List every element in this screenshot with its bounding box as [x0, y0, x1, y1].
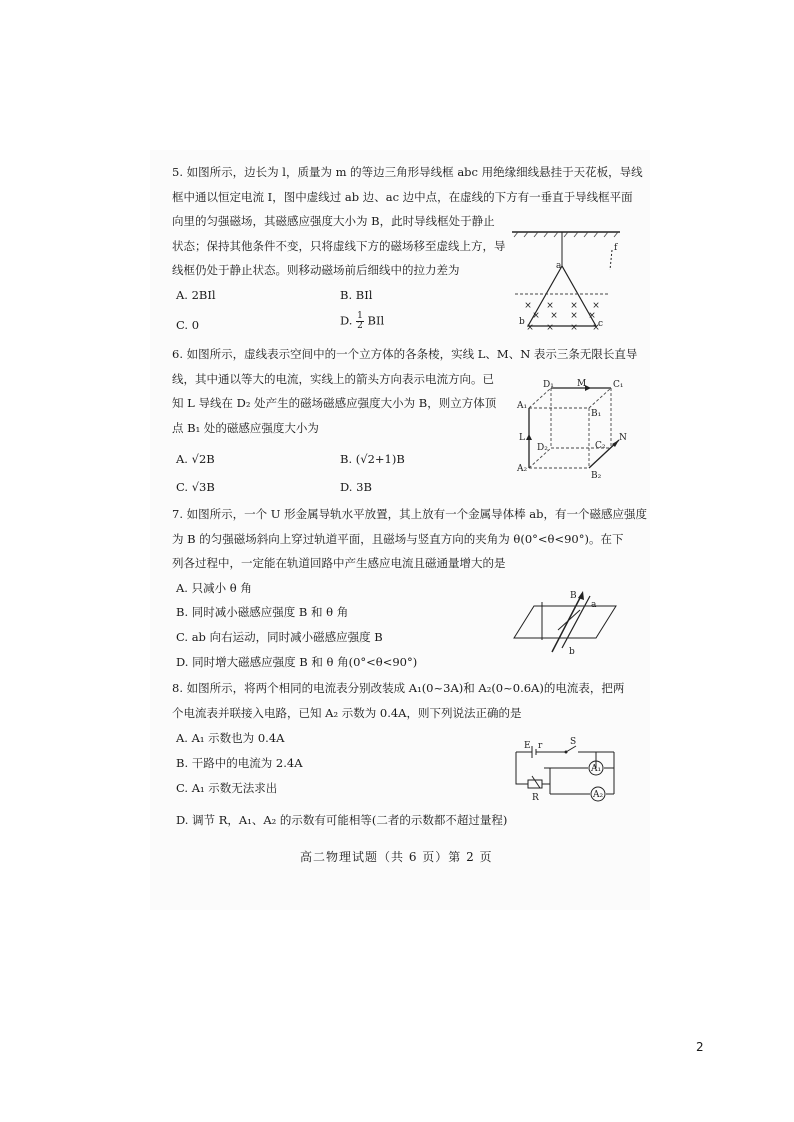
q7-label-a: a	[591, 600, 597, 610]
q7-option-d: D. 同时增大磁感应强度 B 和 θ 角(0°<θ<90°)	[176, 655, 418, 669]
q5-option-d-prefix: D.	[340, 313, 353, 328]
q8-option-a: A. A₁ 示数也为 0.4A	[176, 731, 285, 745]
q5-line-4: 状态；保持其他条件不变，只将虚线下方的磁场移至虚线上方，导	[172, 238, 506, 253]
q5-option-b: B. BIl	[340, 288, 373, 302]
q5-line-3: 向里的匀强磁场，其磁感应强度大小为 B，此时导线框处于静止	[172, 214, 495, 228]
q7-line-1: 7. 如图所示，一个 U 形金属导轨水平放置，其上放有一个金属导体棒 ab，有一个磁感应强度	[172, 507, 647, 521]
q5-option-d-suffix: BIl	[367, 313, 385, 328]
page-number: 2	[696, 1040, 704, 1054]
svg-text:×: ×	[570, 311, 578, 321]
q6-label-C1: C₁	[613, 380, 624, 390]
q5-option-a: A. 2BIl	[176, 288, 216, 302]
q6-label-L: L	[519, 433, 525, 443]
svg-text:×: ×	[532, 311, 540, 321]
q5-option-d-numerator: 1	[357, 311, 363, 321]
svg-text:×: ×	[592, 323, 600, 333]
q5-label-b: b	[519, 317, 525, 327]
q6-label-A1: A₁	[517, 401, 528, 411]
q8-label-r: r	[538, 741, 543, 751]
q5-option-d-denominator: 2	[357, 321, 363, 331]
q5-line-2: 框中通以恒定电流 I，图中虚线过 ab 边、ac 边中点，在虚线的下方有一垂直于导线框平面	[172, 189, 633, 204]
q6-line-3: 知 L 导线在 D₂ 处产生的磁场磁感应强度大小为 B，则立方体顶	[172, 396, 497, 410]
q5-line-5: 线框仍处于静止状态。则移动磁场前后细线中的拉力差为	[172, 263, 460, 277]
q7-label-b: b	[569, 647, 575, 657]
svg-text:×: ×	[524, 301, 532, 311]
q6-figure	[515, 378, 635, 483]
q8-line-1: 8. 如图所示，将两个相同的电流表分别改装成 A₁(0~3A)和 A₂(0~0.6A)的电流表，把两	[172, 681, 625, 695]
question-8	[172, 676, 624, 725]
q8-label-S: S	[570, 737, 577, 747]
q8-option-c: C. A₁ 示数无法求出	[176, 781, 278, 795]
q7-line-2: 为 B 的匀强磁场斜向上穿过轨道平面，且磁场与竖直方向的夹角为 θ(0°<θ<90°)。在下	[172, 531, 624, 546]
svg-text:×: ×	[546, 301, 554, 311]
q8-label-A2: A₂	[593, 790, 604, 800]
q5-label-c: c	[598, 319, 604, 329]
q7-line-3: 列各过程中，一定能在轨道回路中产生感应电流且磁通量增大的是	[172, 556, 506, 570]
q6-label-N: N	[619, 433, 627, 443]
q5-line-1: 5. 如图所示，边长为 l，质量为 m 的等边三角形导线框 abc 用绝缘细线悬挂于天花板，导线	[172, 165, 643, 179]
q6-label-D2: D₂	[537, 443, 548, 453]
q5-label-a: a	[556, 261, 562, 271]
svg-text:×: ×	[570, 323, 578, 333]
svg-text:×: ×	[588, 311, 596, 321]
q5-option-d-fraction	[356, 312, 364, 331]
q6-label-B2: B₂	[591, 471, 602, 481]
q7-option-b: B. 同时减小磁感应强度 B 和 θ 角	[176, 605, 349, 619]
page-footer: 高二物理试题（共 6 页）第 2 页	[300, 850, 493, 864]
svg-text:×: ×	[546, 323, 554, 333]
q6-label-D1: D₁	[543, 380, 554, 390]
q6-line-1: 6. 如图所示，虚线表示空间中的一个立方体的各条棱，实线 L、M、N 表示三条无限长直导	[172, 347, 638, 361]
q8-line-2: 个电流表并联接入电路，已知 A₂ 示数为 0.4A，则下列说法正确的是	[172, 705, 522, 720]
q6-line-4: 点 B₁ 处的磁感应强度大小为	[172, 420, 319, 435]
q8-label-A1: A₁	[591, 764, 602, 774]
q5-figure	[500, 222, 630, 334]
q6-option-a: A. √2B	[176, 452, 215, 466]
svg-text:×: ×	[526, 323, 534, 333]
q8-label-R: R	[532, 793, 539, 803]
svg-text:×: ×	[550, 311, 558, 321]
svg-text:×: ×	[570, 301, 578, 311]
q7-option-c: C. ab 向右运动，同时减小磁感应强度 B	[176, 630, 383, 644]
q7-option-a: A. 只减小 θ 角	[176, 581, 252, 595]
q5-option-c: C. 0	[176, 318, 200, 332]
question-7	[172, 502, 647, 576]
q6-option-c: C. √3B	[176, 480, 215, 494]
q5-label-f: f	[614, 243, 618, 253]
q6-label-A2: A₂	[517, 464, 528, 474]
q8-figure	[510, 738, 620, 804]
q5-option-d	[340, 312, 384, 331]
q6-option-b: B. (√2+1)B	[340, 452, 405, 466]
q6-label-C2: C₂	[595, 441, 606, 451]
q8-label-E: E	[524, 741, 531, 751]
q6-label-B1-top: B₁	[591, 409, 602, 419]
q6-option-d: D. 3B	[340, 480, 372, 494]
q6-label-M: M	[577, 379, 587, 389]
q7-label-B: B	[570, 591, 577, 601]
q8-option-d: D. 调节 R，A₁、A₂ 的示数有可能相等(二者的示数都不超过量程)	[176, 813, 508, 827]
q7-figure	[512, 590, 622, 660]
svg-text:×: ×	[592, 301, 600, 311]
q8-option-b: B. 干路中的电流为 2.4A	[176, 756, 303, 770]
q6-line-2: 线，其中通以等大的电流，实线上的箭头方向表示电流方向。已	[172, 371, 494, 386]
